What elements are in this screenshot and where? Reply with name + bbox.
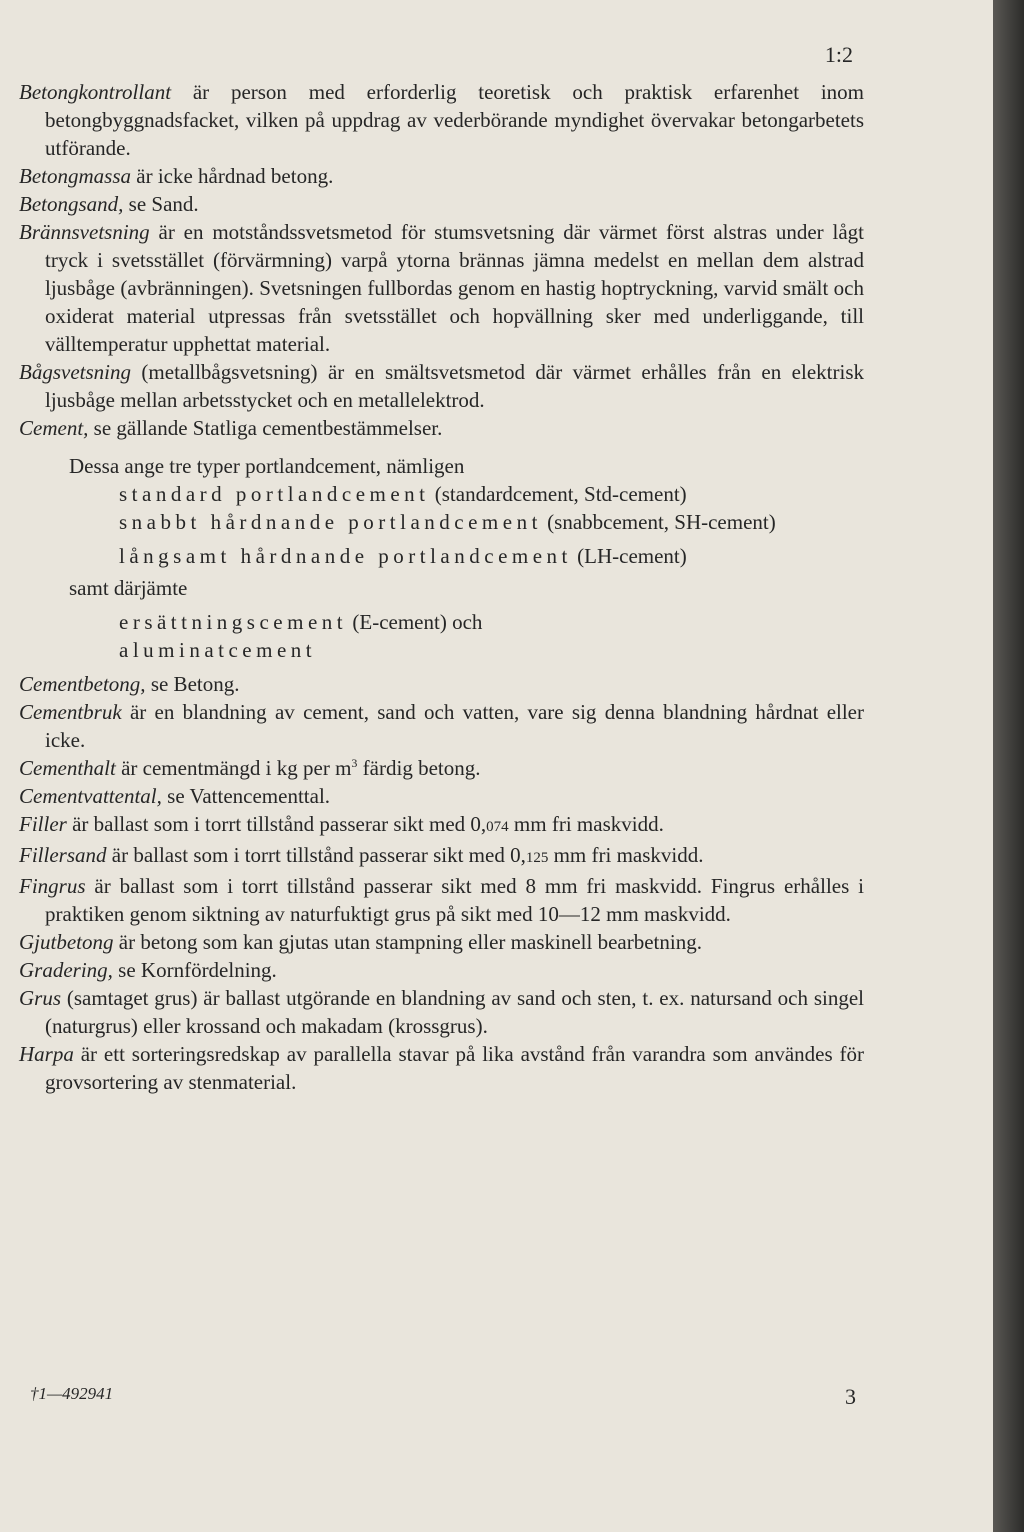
entry-cementbetong	[19, 670, 864, 698]
term: Gjutbetong	[19, 930, 114, 954]
superscript: 3	[351, 756, 358, 770]
definition: är ballast som i torrt tillstånd passerar sikt med 0,	[106, 843, 526, 867]
entry-cement	[19, 414, 864, 442]
decimal-digits: 074	[486, 819, 509, 835]
page-number: 1:2	[824, 42, 853, 67]
cement-type-standard	[119, 480, 864, 508]
cement-types-also: samt därjämte	[69, 576, 188, 600]
definition: är person med erforderlig teoretisk och praktisk erfarenhet inom betongbyggnadsfacket, vilken på uppdrag av vederbörande myndighet övervakar betongarbetets utförande.	[45, 80, 864, 160]
term: Bågsvetsning	[19, 360, 131, 384]
definition: är ett sorteringsredskap av parallella stavar på lika avstånd från varandra som användes för grovsortering av stenmaterial.	[45, 1042, 864, 1094]
entry-cementbruk	[19, 698, 864, 754]
term: Brännsvetsning	[19, 220, 150, 244]
entry-bagsvetsning	[19, 358, 864, 414]
term: Betongsand,	[19, 192, 124, 216]
cement-type-note: (E-cement) och	[347, 610, 483, 634]
term: Betongmassa	[19, 164, 131, 188]
entry-grus	[19, 984, 864, 1040]
definition: se Vattencementtal.	[161, 784, 331, 808]
term: Cementvattental,	[19, 784, 162, 808]
term: Harpa	[19, 1042, 74, 1066]
term: Cementhalt	[19, 756, 116, 780]
cement-type-name: standard portlandcement	[119, 482, 430, 506]
definition: är icke hårdnad betong.	[131, 164, 334, 188]
entry-betongkontrollant	[19, 78, 864, 162]
cement-type-note: (standardcement, Std-cement)	[429, 482, 687, 506]
definition: är ballast som i torrt tillstånd passerar sikt med 0,	[66, 812, 487, 836]
definition: (metallbågsvetsning) är en smältsvetsmetod där värmet erhålles från en elektrisk ljusbåge mellan arbetsstycket och en metallelektrod.	[45, 360, 864, 412]
definition: är ballast som i torrt tillstånd passerar sikt med 8 mm fri maskvidd. Fingrus erhålles i praktiken genom siktning av naturfuktigt grus på sikt med 10—12 mm maskvidd.	[45, 874, 864, 926]
cement-types-intro: Dessa ange tre typer portlandcement, nämligen	[69, 454, 465, 478]
cement-type-ersattning	[119, 608, 864, 636]
cement-types-list	[19, 480, 864, 570]
scan-border	[993, 0, 1024, 1532]
glossary-body	[19, 78, 864, 1096]
entry-gradering	[19, 956, 864, 984]
cement-type-snabbt	[119, 508, 864, 536]
entry-cementhalt	[19, 754, 864, 782]
definition: är betong som kan gjutas utan stampning eller maskinell bearbetning.	[113, 930, 702, 954]
cement-type-note: (snabbcement, SH-cement)	[541, 510, 776, 534]
entry-fillersand	[19, 841, 864, 872]
definition: är en motståndssvetsmetod för stumsvetsning där värmet först alstras under lågt tryck i svetsstället (förvärmning) varpå ytorna brännas jämna medelst en mellan dem alstrad ljusbåge (avbränningen). Svetsningen fullbordas genom en hastig hoptryckning, varvid smält och oxiderat material utpressas från svetsstället och hopvällning sker med underliggande, till välltemperatur upphettat material.	[45, 220, 864, 356]
definition: (samtaget grus) är ballast utgörande en blandning av sand och sten, t. ex. natursand och singel (naturgrus) eller krossand och makadam (krossgrus).	[45, 986, 864, 1038]
cement-types-extra	[19, 608, 864, 664]
cement-type-note: (LH-cement)	[571, 544, 687, 568]
definition: är en blandning av cement, sand och vatten, vare sig denna blandning hårdnat eller icke.	[45, 700, 864, 752]
definition-end: färdig betong.	[357, 756, 481, 780]
definition: är cementmängd i kg per m	[115, 756, 352, 780]
cement-type-name: snabbt hårdnande portlandcement	[119, 510, 542, 534]
term: Fillersand	[19, 843, 107, 867]
definition: se Betong.	[145, 672, 240, 696]
term: Cementbruk	[19, 700, 122, 724]
cement-type-langsamt	[119, 542, 864, 570]
definition: se gällande Statliga cementbestämmelser.	[88, 416, 443, 440]
term: Cement,	[19, 416, 89, 440]
folio-number: 3	[845, 1384, 856, 1409]
cement-type-name: ersättningscement	[119, 610, 348, 634]
term: Filler	[19, 812, 67, 836]
cement-type-name: aluminatcement	[119, 638, 317, 662]
term: Betongkontrollant	[19, 80, 172, 104]
definition-end: mm fri maskvidd.	[508, 812, 664, 836]
entry-brannsvetsning	[19, 218, 864, 358]
entry-fingrus	[19, 872, 864, 928]
cement-type-name: långsamt hårdnande portlandcement	[119, 544, 572, 568]
term: Grus	[19, 986, 62, 1010]
entry-filler	[19, 810, 864, 841]
entry-cementvattental	[19, 782, 864, 810]
term: Gradering,	[19, 958, 113, 982]
entry-betongmassa	[19, 162, 864, 190]
decimal-digits: 125	[525, 850, 549, 866]
term: Fingrus	[19, 874, 86, 898]
entry-betongsand	[19, 190, 864, 218]
entry-gjutbetong	[19, 928, 864, 956]
entry-harpa	[19, 1040, 864, 1096]
print-code: †1—492941	[30, 1384, 114, 1403]
definition: se Sand.	[123, 192, 199, 216]
term: Cementbetong,	[19, 672, 146, 696]
definition-end: mm fri maskvidd.	[548, 843, 704, 867]
definition: se Kornfördelning.	[112, 958, 277, 982]
cement-type-aluminat	[119, 636, 864, 664]
